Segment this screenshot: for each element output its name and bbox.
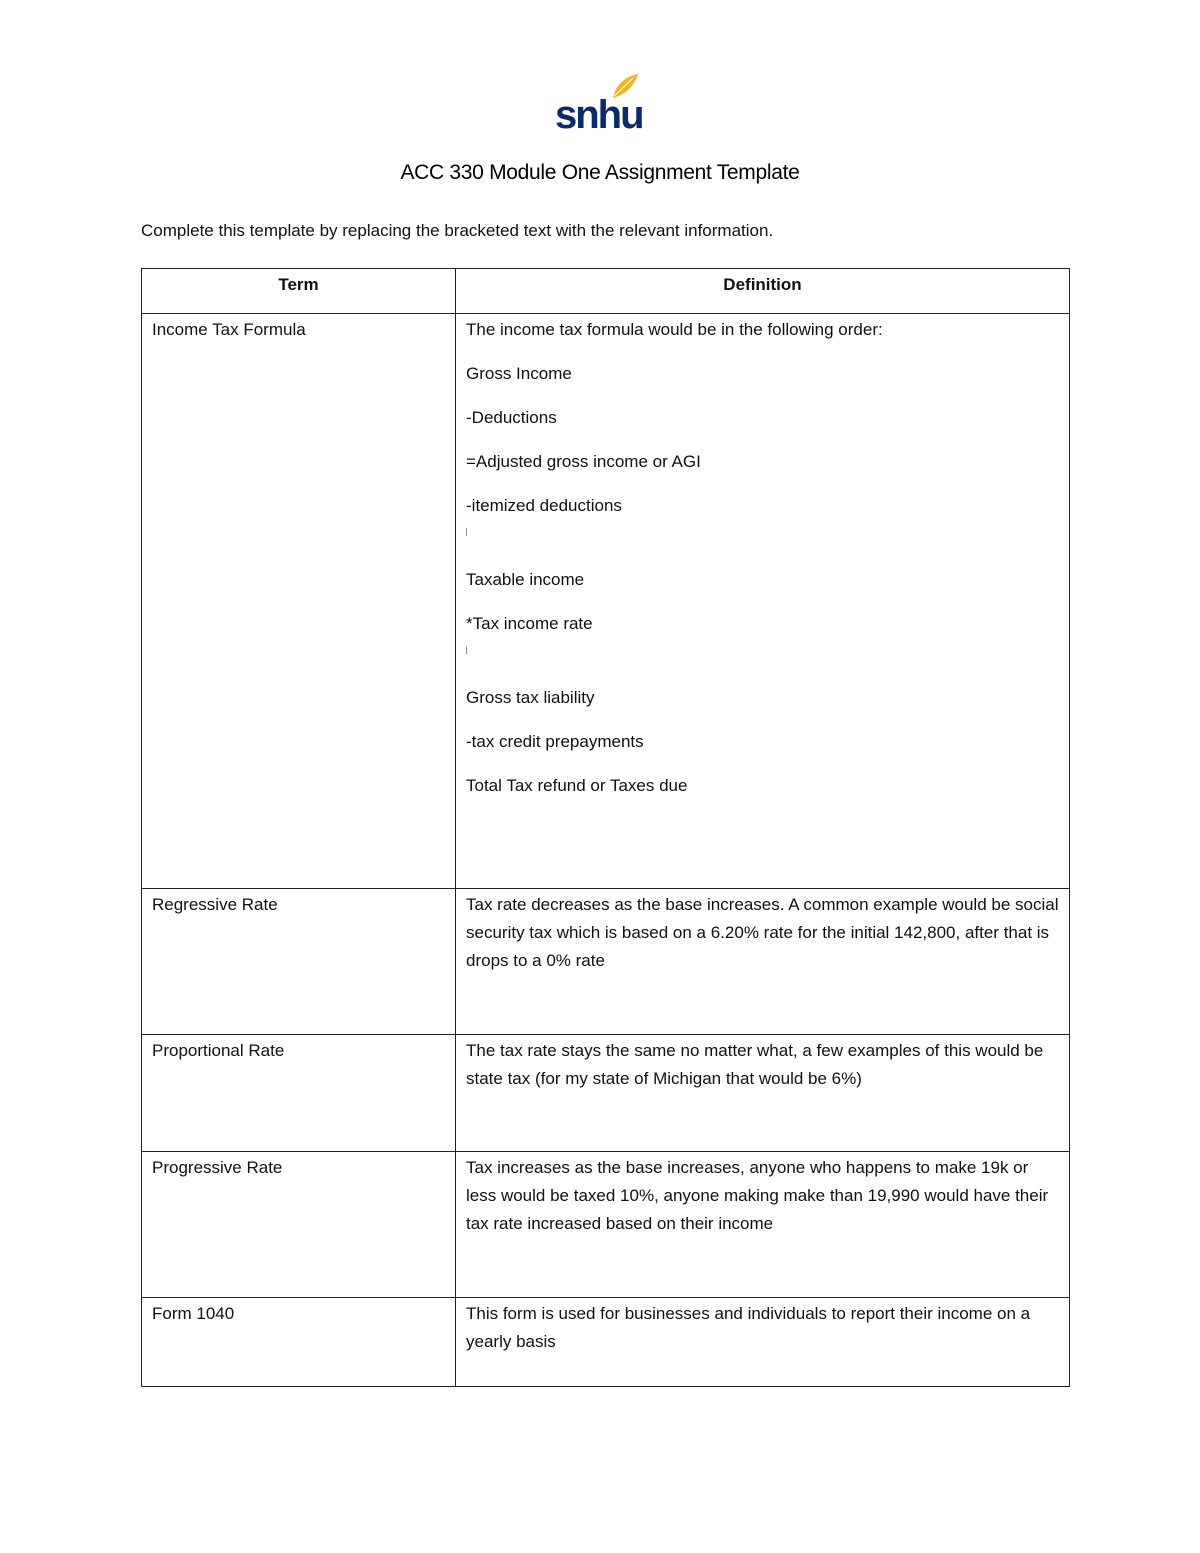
term-cell: Regressive Rate: [142, 889, 456, 1035]
definition-cell: Tax rate decreases as the base increases. A common example would be social security tax which is based on a 6.20% rate for the initial 142,800, after that is drops to a 0% rate: [456, 889, 1070, 1035]
table-row: [142, 1298, 1070, 1387]
definition-cell: The tax rate stays the same no matter what, a few examples of this would be state tax (for my state of Michigan that would be 6%): [456, 1035, 1070, 1152]
blank-line-marker: [466, 646, 467, 654]
term-column-header: Term: [142, 269, 456, 314]
definition-line: Gross tax liability: [466, 688, 595, 707]
definition-line: -itemized deductions: [466, 496, 622, 515]
term-cell: Form 1040: [142, 1298, 456, 1387]
page-title: ACC 330 Module One Assignment Template: [400, 161, 800, 184]
table-row: [142, 1035, 1070, 1152]
blank-line-marker: [466, 528, 467, 536]
term-cell: Progressive Rate: [142, 1152, 456, 1298]
term-cell: Income Tax Formula: [142, 314, 456, 889]
definition-line: -Deductions: [466, 408, 557, 427]
definition-line: Gross Income: [466, 364, 572, 383]
definition-cell: [456, 314, 1070, 889]
definition-line: =Adjusted gross income or AGI: [466, 452, 701, 471]
svg-text:snhu: snhu: [555, 93, 643, 134]
definition-cell: This form is used for businesses and individuals to report their income on a yearly basis: [456, 1298, 1070, 1387]
snhu-logo: [553, 72, 645, 134]
definition-column-header: Definition: [456, 269, 1070, 314]
term-cell: Proportional Rate: [142, 1035, 456, 1152]
instructions-text: Complete this template by replacing the bracketed text with the relevant information.: [141, 221, 774, 240]
table-row: [142, 889, 1070, 1035]
definition-cell: Tax increases as the base increases, anyone who happens to make 19k or less would be taxed 10%, anyone making make than 19,990 would have their tax rate increased based on their income: [456, 1152, 1070, 1298]
definition-line: *Tax income rate: [466, 614, 593, 633]
table-row: [142, 314, 1070, 889]
definition-line: The income tax formula would be in the following order:: [466, 320, 883, 339]
definition-line: Total Tax refund or Taxes due: [466, 776, 688, 795]
table-row: [142, 1152, 1070, 1298]
definition-line: -tax credit prepayments: [466, 732, 644, 751]
table-header-row: [142, 269, 1070, 314]
terms-table: [141, 268, 1070, 1387]
definition-line: Taxable income: [466, 570, 585, 589]
